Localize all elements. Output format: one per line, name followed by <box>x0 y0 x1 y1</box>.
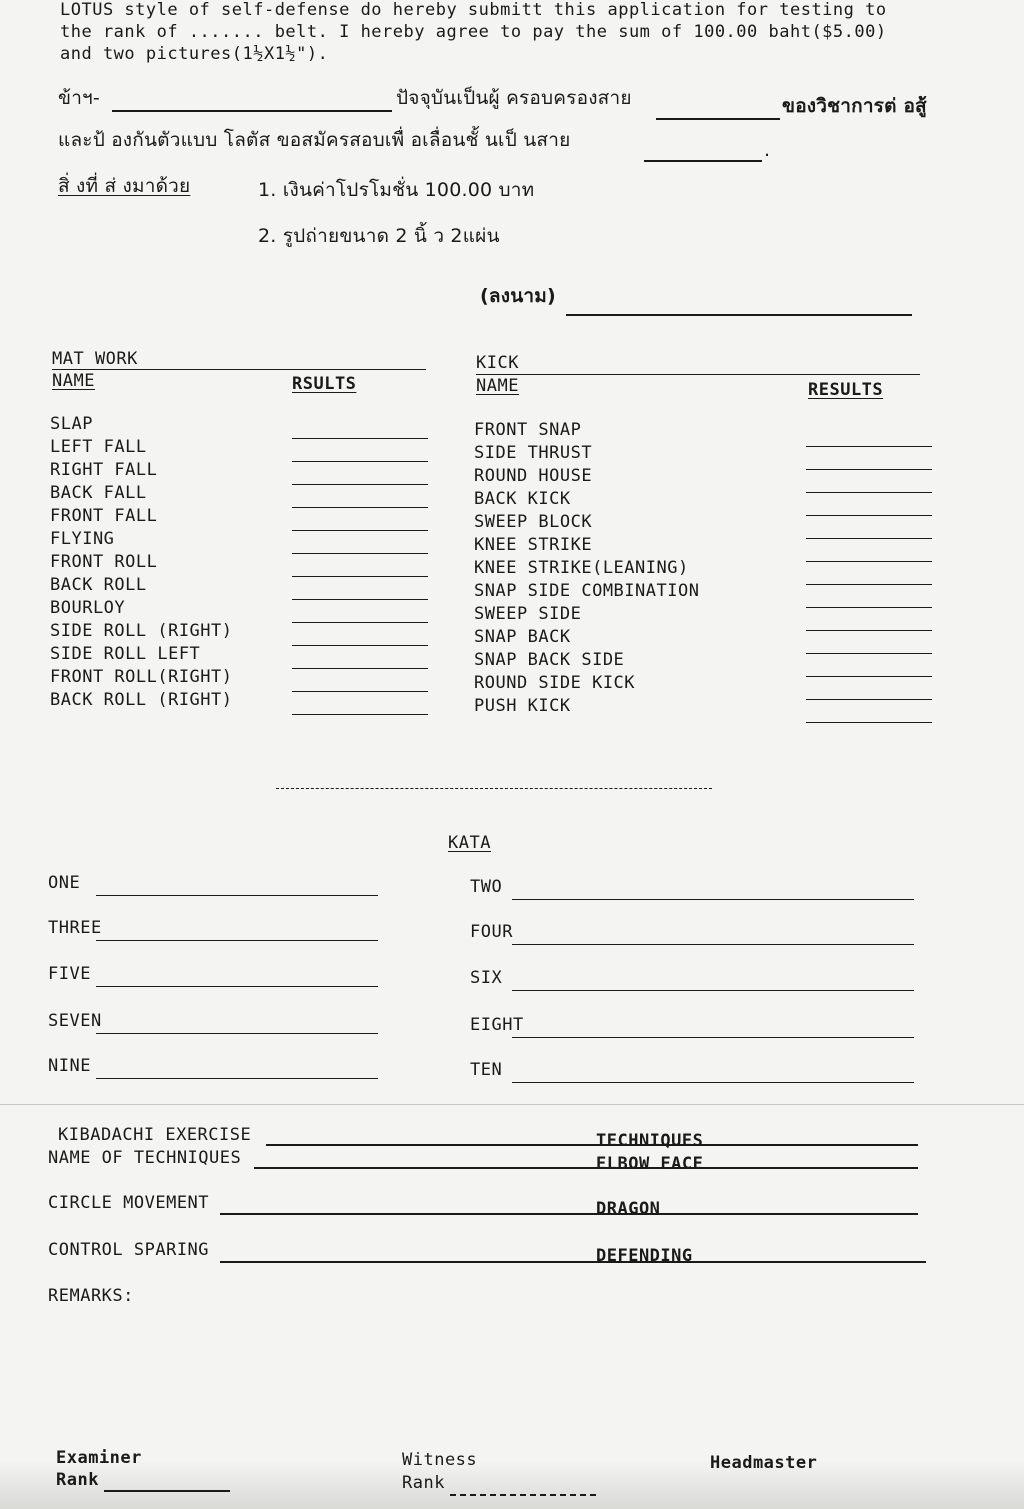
mat-work-title: MAT WORK <box>52 349 138 369</box>
mat-work-item-label: SIDE ROLL LEFT <box>50 644 201 664</box>
kick-result-line[interactable] <box>806 538 932 539</box>
mat-work-item-label: LEFT FALL <box>50 437 147 457</box>
mat-work-item-label: FRONT ROLL(RIGHT) <box>50 667 233 687</box>
kick-item-label: SIDE THRUST <box>474 443 593 463</box>
thai-item-1: 1. เงินค่าโปรโมชั่น 100.00 บาท <box>258 179 535 201</box>
witness-rank-blank-line[interactable] <box>450 1494 596 1496</box>
mat-work-item-label: BOURLOY <box>50 598 126 618</box>
kick-title: KICK <box>476 353 519 373</box>
kick-item-label: FRONT SNAP <box>474 420 582 440</box>
dragon-label: DRAGON <box>596 1199 661 1219</box>
kick-results-header: RESULTS <box>808 380 884 400</box>
kata-left-blank-line[interactable] <box>96 1033 378 1034</box>
kick-rule <box>476 374 920 375</box>
name-blank-line[interactable] <box>112 110 392 112</box>
control-sparing-blank-line[interactable] <box>220 1261 926 1263</box>
kata-left-label: SEVEN <box>48 1011 102 1031</box>
kick-result-line[interactable] <box>806 446 932 447</box>
kata-left-blank-line[interactable] <box>96 895 378 896</box>
kick-result-line[interactable] <box>806 607 932 608</box>
thai-line-1-mid: ปัจจุบันเป็นผู้ ครอบครองสาย <box>396 87 632 109</box>
section-divider <box>276 788 712 789</box>
kata-right-blank-line[interactable] <box>512 1037 914 1038</box>
mat-work-item-label: RIGHT FALL <box>50 460 158 480</box>
kick-name-header: NAME <box>476 376 519 396</box>
signature-blank-line[interactable] <box>566 314 912 316</box>
current-belt-blank-line[interactable] <box>656 118 780 120</box>
kick-item-label: KNEE STRIKE <box>474 535 593 555</box>
control-sparing-label: CONTROL SPARING <box>48 1240 210 1260</box>
kata-left-label: ONE <box>48 873 81 893</box>
kick-result-line[interactable] <box>806 722 932 723</box>
kick-item-label: SWEEP SIDE <box>474 604 582 624</box>
intro-line-1: LOTUS style of self-defense do hereby submitt this application for testing to <box>60 0 887 20</box>
kick-result-line[interactable] <box>806 630 932 631</box>
witness-label: Witness <box>402 1450 478 1470</box>
mat-work-result-line[interactable] <box>292 668 428 669</box>
kick-item-label: SNAP BACK <box>474 627 571 647</box>
intro-line-3: and two pictures(1½X1½"). <box>60 44 329 64</box>
examiner-rank-blank-line[interactable] <box>104 1490 230 1492</box>
intro-line-2: the rank of ....... belt. I hereby agree to pay the sum of 100.00 baht($5.00) <box>60 22 887 42</box>
kibadachi-label: KIBADACHI EXERCISE <box>58 1125 252 1145</box>
kick-item-label: ROUND SIDE KICK <box>474 673 636 693</box>
mat-work-result-line[interactable] <box>292 645 428 646</box>
mat-work-item-label: BACK ROLL (RIGHT) <box>50 690 233 710</box>
headmaster-label: Headmaster <box>710 1453 818 1473</box>
kata-left-label: NINE <box>48 1056 91 1076</box>
mat-work-item-label: BACK FALL <box>50 483 147 503</box>
circle-movement-label: CIRCLE MOVEMENT <box>48 1193 210 1213</box>
kata-left-blank-line[interactable] <box>96 940 378 941</box>
mat-work-result-line[interactable] <box>292 461 428 462</box>
mat-work-item-label: FLYING <box>50 529 115 549</box>
kick-item-label: PUSH KICK <box>474 696 571 716</box>
thai-item-2: 2. รูปถ่ายขนาด 2 นิ้ ว 2แผ่น <box>258 225 500 247</box>
kata-left-label: THREE <box>48 918 102 938</box>
kata-right-label: FOUR <box>470 922 513 942</box>
mat-work-result-line[interactable] <box>292 576 428 577</box>
kata-left-label: FIVE <box>48 964 91 984</box>
mat-work-result-line[interactable] <box>292 599 428 600</box>
mat-work-result-line[interactable] <box>292 691 428 692</box>
mat-work-result-line[interactable] <box>292 507 428 508</box>
kick-result-line[interactable] <box>806 676 932 677</box>
mat-work-rule <box>52 369 426 370</box>
thai-items-header: สิ่ งที่ ส่ งมาด้วย <box>58 175 191 197</box>
elbow-face-label: ELBOW FACE <box>596 1154 704 1174</box>
kick-item-label: BACK KICK <box>474 489 571 509</box>
target-belt-blank-line[interactable] <box>644 160 762 162</box>
kick-result-line[interactable] <box>806 561 932 562</box>
techniques-label: TECHNIQUES <box>596 1131 704 1151</box>
kibadachi-blank-line[interactable] <box>266 1144 918 1146</box>
mat-work-result-line[interactable] <box>292 714 428 715</box>
techniques-blank-line[interactable] <box>254 1167 918 1169</box>
witness-rank-label: Rank <box>402 1473 445 1493</box>
kick-result-line[interactable] <box>806 469 932 470</box>
kata-right-label: TEN <box>470 1060 503 1080</box>
kata-right-blank-line[interactable] <box>512 899 914 900</box>
mat-work-result-line[interactable] <box>292 530 428 531</box>
thai-line-2: และป้ องกันตัวแบบ โลตัส ขอสมัครสอบเพื่ อเลื่อนชั้ นเป็ นสาย <box>58 129 571 151</box>
thai-line-1-start: ข้าฯ- <box>58 87 100 109</box>
kick-item-label: KNEE STRIKE(LEANING) <box>474 558 689 578</box>
remarks-label: REMARKS: <box>48 1286 134 1306</box>
kata-right-blank-line[interactable] <box>512 990 914 991</box>
kick-result-line[interactable] <box>806 699 932 700</box>
kata-title: KATA <box>448 833 491 853</box>
thai-line-1-end: ของวิชาการต่ อสู้ <box>782 95 927 117</box>
kick-result-line[interactable] <box>806 584 932 585</box>
mat-work-result-line[interactable] <box>292 622 428 623</box>
kick-result-line[interactable] <box>806 492 932 493</box>
examiner-rank-label: Rank <box>56 1470 99 1490</box>
kick-result-line[interactable] <box>806 653 932 654</box>
mat-work-item-label: BACK ROLL <box>50 575 147 595</box>
kata-right-label: SIX <box>470 968 503 988</box>
kick-result-line[interactable] <box>806 515 932 516</box>
kata-right-label: TWO <box>470 877 503 897</box>
paper-fold <box>0 1104 1024 1105</box>
mat-work-item-label: FRONT FALL <box>50 506 158 526</box>
name-of-techniques-label: NAME OF TECHNIQUES <box>48 1148 242 1168</box>
kick-item-label: SNAP SIDE COMBINATION <box>474 581 700 601</box>
mat-work-result-line[interactable] <box>292 484 428 485</box>
thai-line-2-end: . <box>764 139 771 161</box>
examiner-label: Examiner <box>56 1448 142 1468</box>
kata-left-blank-line[interactable] <box>96 986 378 987</box>
paper-edge-shadow <box>0 1460 1024 1509</box>
mat-work-item-label: FRONT ROLL <box>50 552 158 572</box>
circle-movement-blank-line[interactable] <box>220 1213 918 1215</box>
kick-item-label: SNAP BACK SIDE <box>474 650 625 670</box>
kick-item-label: ROUND HOUSE <box>474 466 593 486</box>
defending-label: DEFENDING <box>596 1246 693 1266</box>
kata-right-label: EIGHT <box>470 1015 524 1035</box>
mat-work-name-header: NAME <box>52 371 95 391</box>
mat-work-item-label: SLAP <box>50 414 93 434</box>
mat-work-results-header: RSULTS <box>292 374 357 394</box>
mat-work-item-label: SIDE ROLL (RIGHT) <box>50 621 233 641</box>
signature-label: (ลงนาม) <box>480 285 556 307</box>
mat-work-result-line[interactable] <box>292 438 428 439</box>
kata-right-blank-line[interactable] <box>512 944 914 945</box>
mat-work-result-line[interactable] <box>292 553 428 554</box>
kick-item-label: SWEEP BLOCK <box>474 512 593 532</box>
kata-left-blank-line[interactable] <box>96 1078 378 1079</box>
kata-right-blank-line[interactable] <box>512 1082 914 1083</box>
